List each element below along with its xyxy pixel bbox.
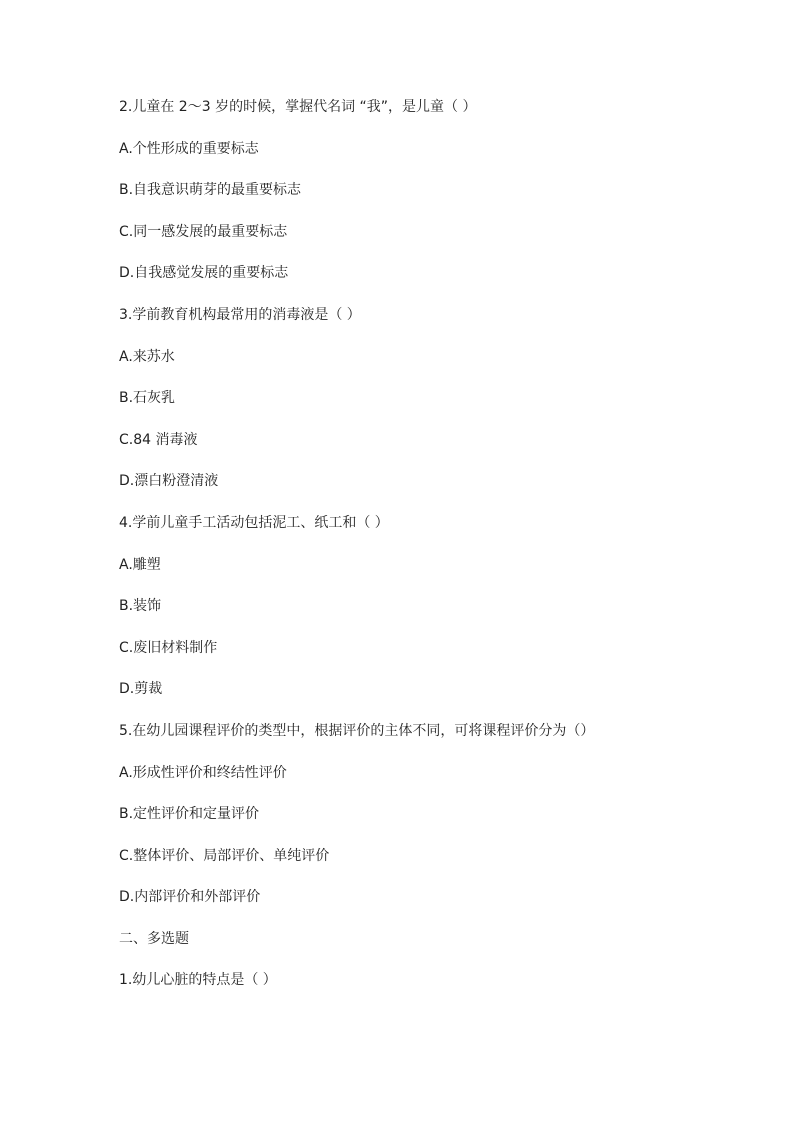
question-2-option-a: A.个性形成的重要标志 — [119, 140, 259, 157]
question-5-option-b: B.定性评价和定量评价 — [119, 806, 260, 823]
question-5-option-d: D.内部评价和外部评价 — [119, 889, 261, 906]
question-3-stem: 3.学前教育机构最常用的消毒液是（ ） — [119, 306, 361, 323]
multi-question-1-stem: 1.幼儿心脏的特点是（ ） — [119, 972, 277, 989]
question-4-stem: 4.学前儿童手工活动包括泥工、纸工和（ ） — [119, 514, 389, 531]
question-2-option-d: D.自我感觉发展的重要标志 — [119, 265, 289, 282]
question-5-stem: 5.在幼儿园课程评价的类型中，根据评价的主体不同，可将课程评价分为（） — [119, 722, 595, 739]
question-4-option-a: A.雕塑 — [119, 556, 161, 573]
question-4-option-b: B.装饰 — [119, 598, 162, 615]
section-heading-multiple-choice: 二、多选题 — [119, 930, 189, 947]
question-5-option-a: A.形成性评价和终结性评价 — [119, 764, 287, 781]
question-2-option-b: B.自我意识萌芽的最重要标志 — [119, 182, 302, 199]
question-4-option-c: C.废旧材料制作 — [119, 639, 218, 656]
question-4-option-d: D.剪裁 — [119, 681, 163, 698]
question-3-option-a: A.来苏水 — [119, 348, 175, 365]
document-body — [119, 96, 719, 1011]
question-3-option-d: D.漂白粉澄清液 — [119, 473, 219, 490]
question-5-option-c: C.整体评价、局部评价、单纯评价 — [119, 847, 330, 864]
question-3-option-c: C.84 消毒液 — [119, 431, 198, 448]
question-2-stem: 2.儿童在 2～3 岁的时候，掌握代名词 “我”，是儿童（ ） — [119, 99, 477, 115]
question-3-option-b: B.石灰乳 — [119, 390, 176, 407]
question-2-option-c: C.同一感发展的最重要标志 — [119, 223, 288, 240]
